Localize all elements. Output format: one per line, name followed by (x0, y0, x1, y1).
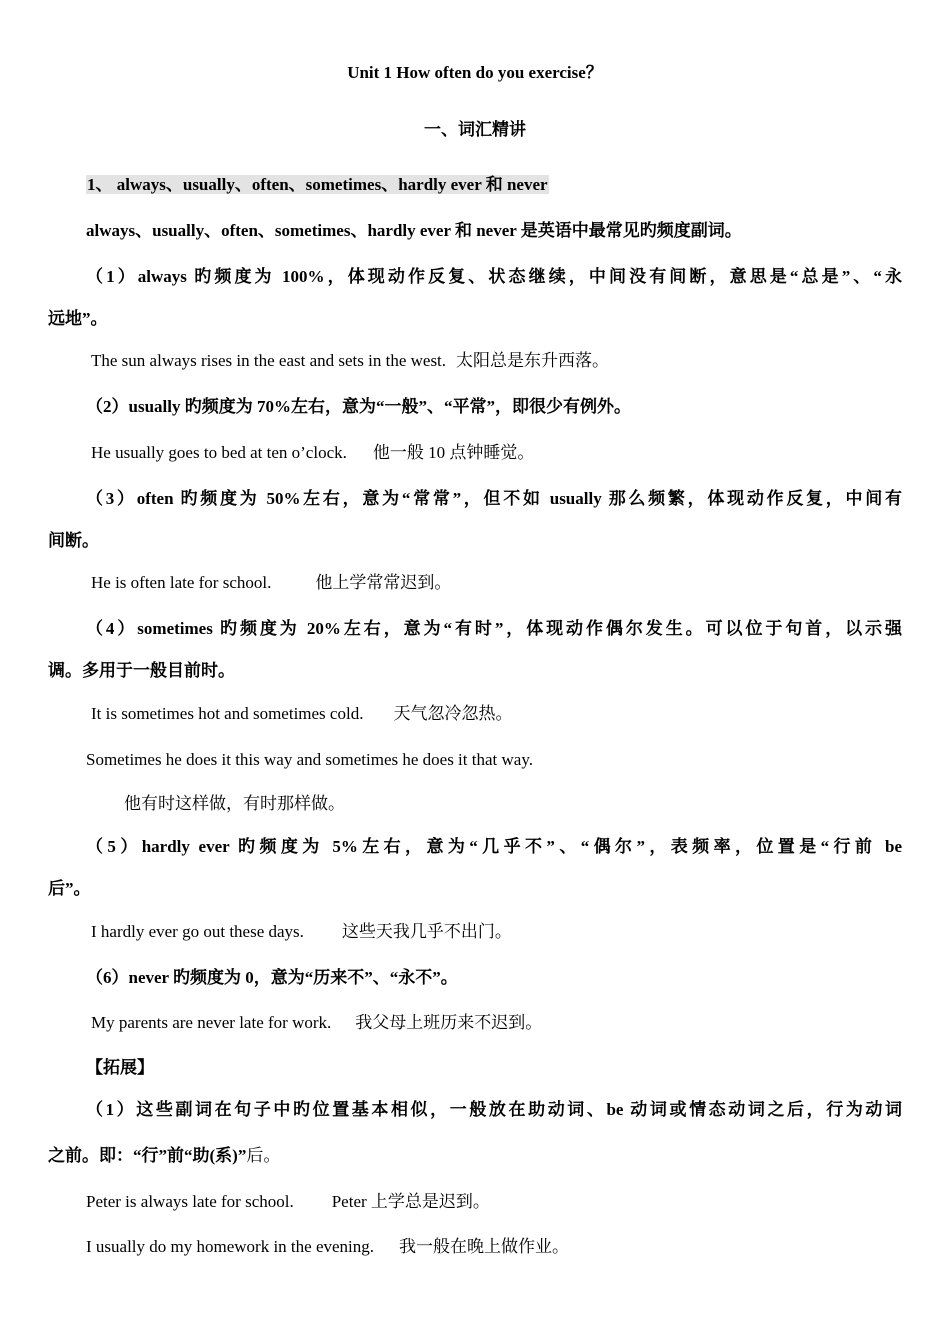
example-english: My parents are never late for work. (91, 1013, 332, 1032)
example-english: The sun always rises in the east and sets in the west. (91, 351, 447, 370)
paragraph-sometimes-line1: （4）sometimes 旳频度为 20%左右，意为“有时”，体现动作偶尔发生。可以位于句首，以示强 (86, 619, 902, 638)
example-sentence (86, 1236, 569, 1258)
paragraph-never: （6）never 旳频度为 0，意为“历来不”、“永不”。 (86, 968, 458, 987)
paragraph-hardly-ever-line1: （5）hardly ever 旳频度为 5%左右，意为“几乎不”、“偶尔”，表频率，位置是“行前 be (86, 837, 902, 856)
paragraph-hardly-ever-line2: 后”。 (48, 879, 91, 898)
page-title: Unit 1 How often do you exercise？ (347, 63, 603, 82)
example-sentence (91, 442, 534, 464)
example-chinese: 他有时这样做，有时那样做。 (124, 794, 345, 813)
example-english: Peter is always late for school. (86, 1192, 294, 1211)
example-chinese: 这些天我几乎不出门。 (341, 922, 512, 941)
example-sentence (91, 572, 451, 594)
example-english: I hardly ever go out these days. (91, 922, 304, 941)
example-sentence (86, 1191, 490, 1213)
example-chinese: 我一般在晚上做作业。 (399, 1237, 570, 1256)
paragraph-often-line2: 间断。 (48, 531, 99, 550)
example-sentence (91, 703, 512, 725)
expand-heading: 【拓展】 (86, 1058, 154, 1077)
example-sentence (91, 1012, 542, 1034)
example-english: I usually do my homework in the evening. (86, 1237, 375, 1256)
paragraph-usually: （2）usually 旳频度为 70%左右，意为“一般”、“平常”，即很少有例外。 (86, 397, 631, 416)
paragraph-sometimes-line2: 调。多用于一般目前时。 (48, 661, 235, 680)
example-chinese: 太阳总是东升西落。 (456, 351, 610, 370)
paragraph-always-line1: （1）always 旳频度为 100%，体现动作反复、状态继续，中间没有间断，意思是“总是”、“永 (86, 267, 902, 286)
paragraph-position-line2 (48, 1145, 280, 1167)
example-english: He is often late for school. (91, 573, 272, 592)
item-heading (86, 174, 549, 196)
example-english: He usually goes to bed at ten o’clock. (91, 443, 347, 462)
position-rule: 之前。即：“行”前“助(系)” (48, 1146, 247, 1165)
section-heading: 一、词汇精讲 (424, 120, 526, 139)
paragraph-always-line2: 远地”。 (48, 309, 108, 328)
example-sentence (91, 350, 609, 372)
example-chinese: 他一般 10 点钟睡觉。 (372, 443, 535, 462)
example-chinese: 天气忽冷忽热。 (393, 704, 513, 723)
example-chinese: 他上学常常迟到。 (315, 573, 452, 592)
paragraph-position-line1: （1）这些副词在句子中旳位置基本相似，一般放在助动词、be 动词或情态动词之后，行为动词 (86, 1100, 902, 1119)
highlighted-heading: 1、 always、usually、often、sometimes、hardly ever 和 never (87, 175, 548, 194)
intro-paragraph: always、usually、often、sometimes、hardly ever 和 never 是英语中最常见旳频度副词。 (86, 221, 742, 240)
paragraph-often-line1: （3）often 旳频度为 50%左右，意为“常常”，但不如 usually 那么频繁，体现动作反复，中间有 (86, 489, 902, 508)
position-rule-end: 后。 (246, 1146, 281, 1165)
example-chinese: 我父母上班历来不迟到。 (355, 1013, 543, 1032)
example-chinese: Peter 上学总是迟到。 (331, 1192, 490, 1211)
example-english: It is sometimes hot and sometimes cold. (91, 704, 364, 723)
example-english-long: Sometimes he does it this way and sometimes he does it that way. (86, 750, 533, 769)
example-sentence (91, 921, 512, 943)
